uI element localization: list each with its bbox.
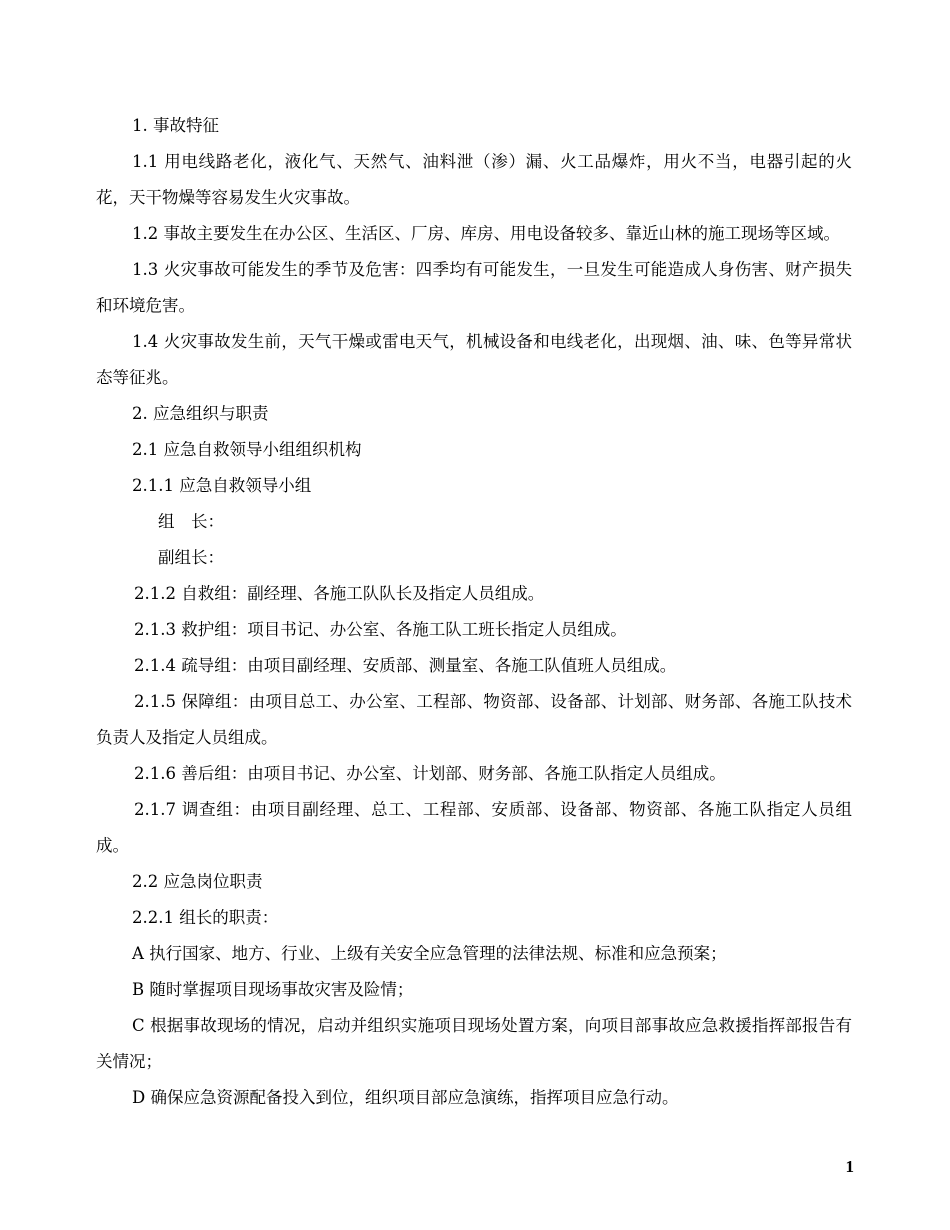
paragraph-2-1-4: 2.1.4 疏导组：由项目副经理、安质部、测量室、各施工队值班人员组成。 xyxy=(134,656,677,675)
group-leader-line: 组 长： xyxy=(158,512,224,531)
paragraph-1-4: 1.4 火灾事故发生前，天气干燥或雷电天气，机械设备和电线老化，出现烟、油、味、色等异常状态等征兆。 xyxy=(96,332,852,387)
heading-2-1-1: 2.1.1 应急自救领导小组 xyxy=(132,476,312,495)
paragraph-2-1-7: 2.1.7 调查组：由项目副经理、总工、工程部、安质部、设备部、物资部、各施工队指定人员组成。 xyxy=(96,800,852,855)
paragraph-2-1-5: 2.1.5 保障组：由项目总工、办公室、工程部、物资部、设备部、计划部、财务部、各施工队技术负责人及指定人员组成。 xyxy=(96,692,852,747)
deputy-leader-line: 副组长： xyxy=(158,548,224,567)
duty-item-d: D 确保应急资源配备投入到位，组织项目部应急演练，指挥项目应急行动。 xyxy=(132,1088,679,1107)
duty-item-c: C 根据事故现场的情况，启动并组织实施项目现场处置方案，向项目部事故应急救援指挥部报告有关情况； xyxy=(96,1016,852,1071)
paragraph-2-1-3: 2.1.3 救护组：项目书记、办公室、各施工队工班长指定人员组成。 xyxy=(134,620,627,639)
page-number: 1 xyxy=(845,1157,854,1176)
heading-emergency-organization: 2. 应急组织与职责 xyxy=(132,404,269,423)
duty-item-a: A 执行国家、地方、行业、上级有关安全应急管理的法律法规、标准和应急预案； xyxy=(132,944,727,963)
paragraph-2-1-2: 2.1.2 自救组：副经理、各施工队队长及指定人员组成。 xyxy=(134,584,545,603)
paragraph-2-1-6: 2.1.6 善后组：由项目书记、办公室、计划部、财务部、各施工队指定人员组成。 xyxy=(134,764,726,783)
document-body xyxy=(96,108,852,1116)
heading-2-2-1: 2.2.1 组长的职责： xyxy=(132,908,279,927)
paragraph-1-2: 1.2 事故主要发生在办公区、生活区、厂房、库房、用电设备较多、靠近山林的施工现场等区域。 xyxy=(132,224,840,243)
paragraph-1-3: 1.3 火灾事故可能发生的季节及危害：四季均有可能发生，一旦发生可能造成人身伤害、财产损失和环境危害。 xyxy=(96,260,852,315)
heading-accident-features: 1. 事故特征 xyxy=(132,116,219,135)
heading-2-1: 2.1 应急自救领导小组组织机构 xyxy=(132,440,362,459)
heading-2-2: 2.2 应急岗位职责 xyxy=(132,872,263,891)
paragraph-1-1: 1.1 用电线路老化，液化气、天然气、油料泄（渗）漏、火工品爆炸，用火不当，电器引起的火花，天干物燥等容易发生火灾事故。 xyxy=(96,152,852,207)
duty-item-b: B 随时掌握项目现场事故灾害及险情； xyxy=(132,980,414,999)
